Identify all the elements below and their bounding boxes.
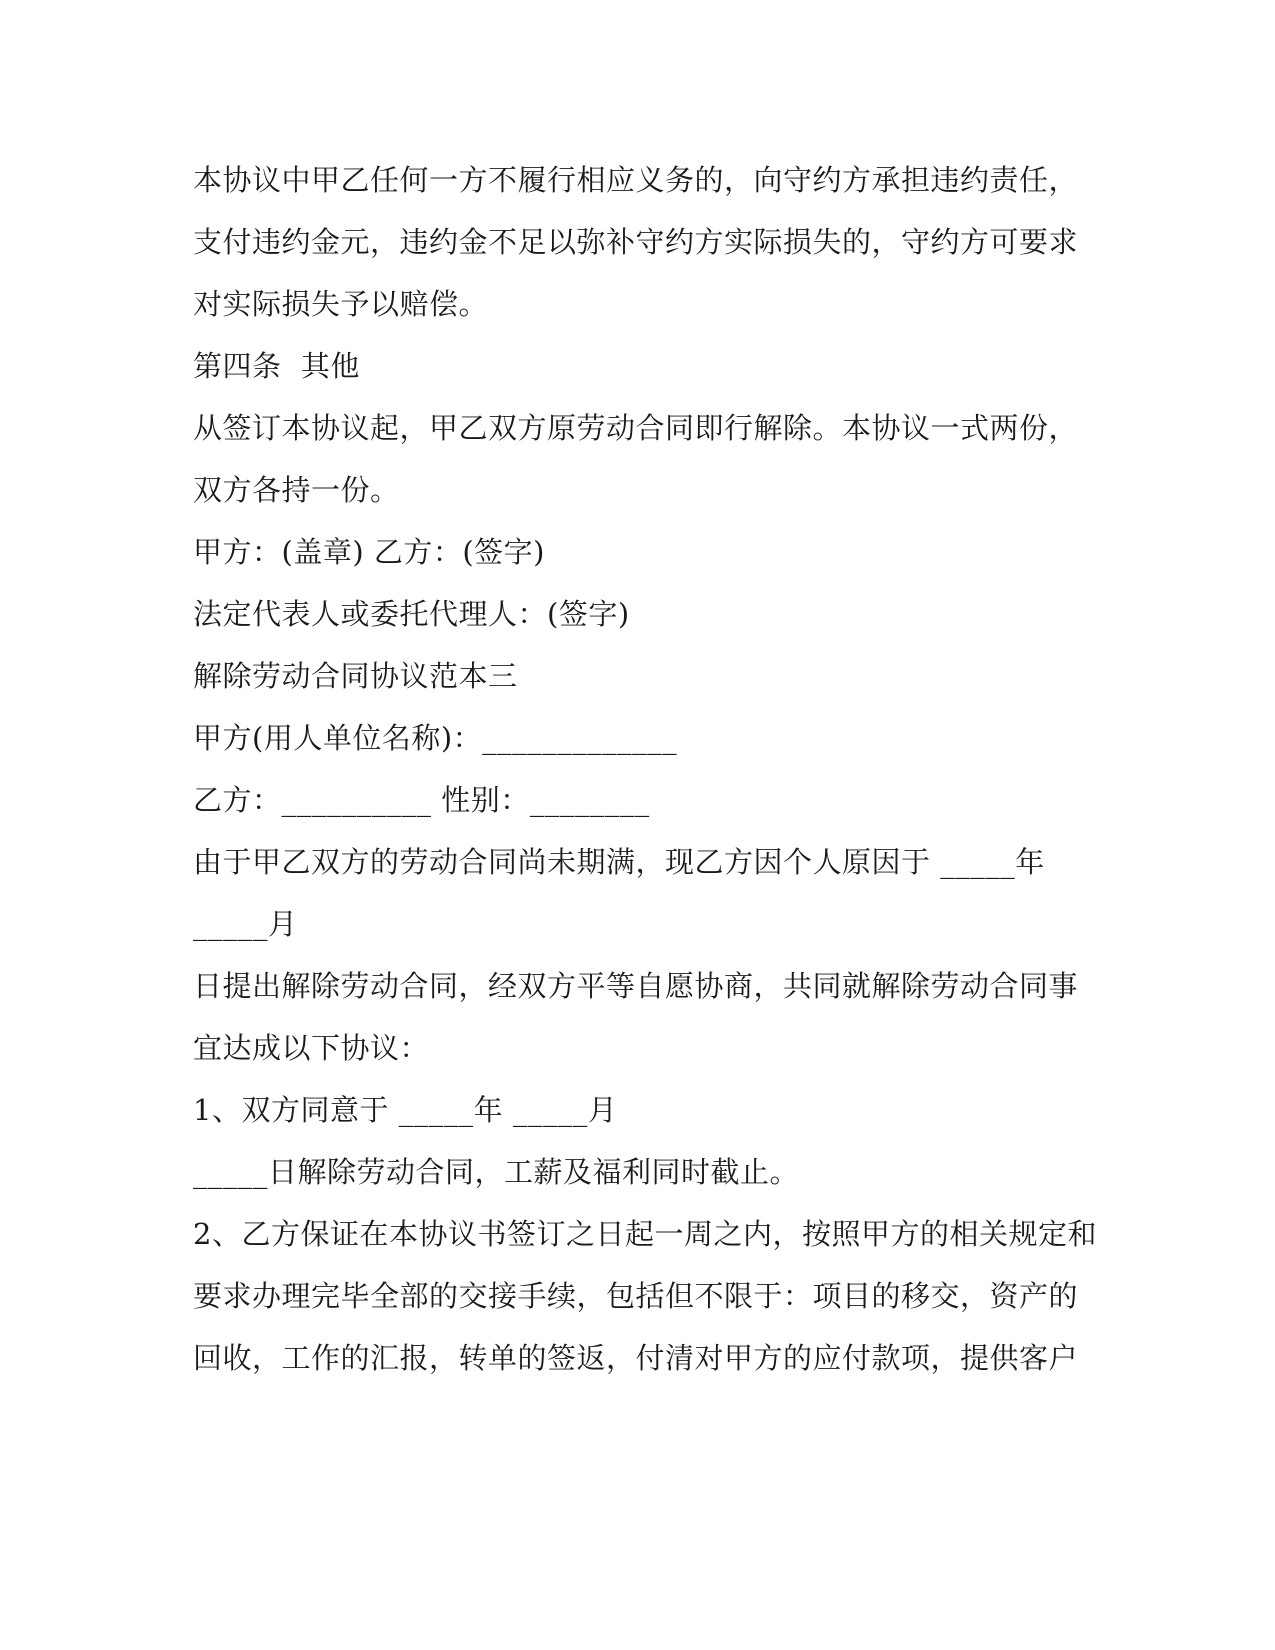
text-line: 宜达成以下协议： [193, 1031, 430, 1065]
clause-line: 1、双方同意于 _____年 _____月 [193, 1093, 618, 1127]
clause-line: 2、乙方保证在本协议书签订之日起一周之内，按照甲方的相关规定和 [193, 1217, 1097, 1251]
section-heading: 第四条 其他 [193, 349, 360, 383]
clause-line: 回收，工作的汇报，转单的签返，付清对甲方的应付款项，提供客户 [193, 1341, 1079, 1375]
document-body [193, 160, 1097, 1400]
clause-line: 要求办理完毕全部的交接手续，包括但不限于：项目的移交，资产的 [193, 1279, 1079, 1313]
signature-line: 甲方：(盖章) 乙方：(签字) [193, 535, 545, 569]
text-line: 由于甲乙双方的劳动合同尚未期满，现乙方因个人原因于 _____年 [193, 845, 1045, 879]
signature-line: 法定代表人或委托代理人：(签字) [193, 597, 630, 631]
clause-line: _____日解除劳动合同，工薪及福利同时截止。 [193, 1155, 800, 1189]
section-title: 解除劳动合同协议范本三 [193, 659, 518, 693]
text-line: 从签订本协议起，甲乙双方原劳动合同即行解除。本协议一式两份， [193, 411, 1079, 445]
text-line: 本协议中甲乙任何一方不履行相应义务的，向守约方承担违约责任， [193, 163, 1079, 197]
text-line: _____月 [193, 907, 298, 941]
text-line: 支付违约金元，违约金不足以弥补守约方实际损失的，守约方可要求 [193, 225, 1079, 259]
party-b-field: 乙方：__________ 性别：________ [193, 783, 650, 817]
party-a-field: 甲方(用人单位名称)：_____________ [193, 721, 678, 755]
text-line: 双方各持一份。 [193, 473, 400, 507]
text-line: 日提出解除劳动合同，经双方平等自愿协商，共同就解除劳动合同事 [193, 969, 1079, 1003]
text-line: 对实际损失予以赔偿。 [193, 287, 489, 321]
